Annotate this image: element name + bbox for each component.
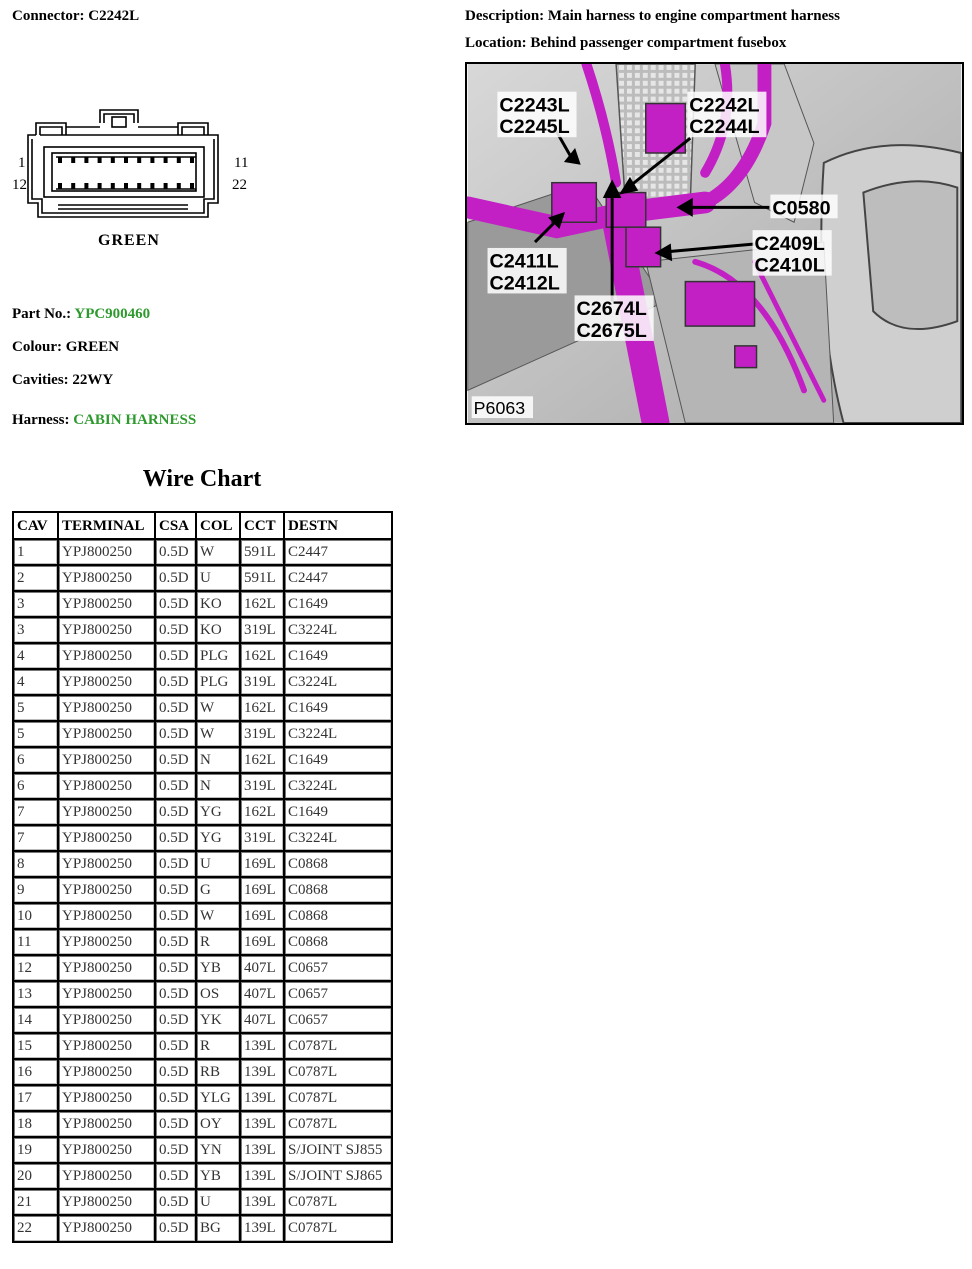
table-row xyxy=(14,670,391,696)
pin-label-12: 12 xyxy=(12,177,27,193)
cell-cct: 139L xyxy=(241,1164,285,1190)
cell-col: N xyxy=(197,748,241,774)
cell-csa: 0.5D xyxy=(156,722,197,748)
cell-col: YG xyxy=(197,800,241,826)
cell-col: U xyxy=(197,566,241,592)
cell-cct: 407L xyxy=(241,1008,285,1034)
connector-location xyxy=(465,35,786,52)
cell-col: YB xyxy=(197,956,241,982)
cell-terminal: YPJ800250 xyxy=(59,1086,156,1112)
cell-destn: C3224L xyxy=(285,618,391,644)
table-row xyxy=(14,1008,391,1034)
cell-cav: 19 xyxy=(14,1138,59,1164)
cell-terminal: YPJ800250 xyxy=(59,1112,156,1138)
cell-cav: 21 xyxy=(14,1190,59,1216)
cell-destn: C0657 xyxy=(285,956,391,982)
cell-csa: 0.5D xyxy=(156,800,197,826)
harness-info xyxy=(12,412,196,429)
cell-col: U xyxy=(197,852,241,878)
cell-cct: 139L xyxy=(241,1112,285,1138)
cell-cav: 14 xyxy=(14,1008,59,1034)
pin-cavity xyxy=(111,183,115,189)
table-row xyxy=(14,852,391,878)
pin-cavity xyxy=(190,157,194,163)
cell-csa: 0.5D xyxy=(156,956,197,982)
cell-csa: 0.5D xyxy=(156,826,197,852)
photo-label-c2245l: C2245L xyxy=(499,116,570,139)
cell-terminal: YPJ800250 xyxy=(59,956,156,982)
cell-destn: C1649 xyxy=(285,748,391,774)
cell-cct: 162L xyxy=(241,748,285,774)
cell-col: OY xyxy=(197,1112,241,1138)
cell-col: R xyxy=(197,930,241,956)
cell-destn: C0787L xyxy=(285,1034,391,1060)
table-row xyxy=(14,644,391,670)
cell-terminal: YPJ800250 xyxy=(59,1164,156,1190)
cell-csa: 0.5D xyxy=(156,644,197,670)
pin-cavity xyxy=(71,183,75,189)
part-number xyxy=(12,306,150,323)
cell-cav: 5 xyxy=(14,722,59,748)
pin-cavity xyxy=(164,183,168,189)
cell-col: W xyxy=(197,540,241,566)
cell-col: YN xyxy=(197,1138,241,1164)
cell-terminal: YPJ800250 xyxy=(59,852,156,878)
cell-col: YG xyxy=(197,826,241,852)
cell-cav: 13 xyxy=(14,982,59,1008)
cell-destn: C1649 xyxy=(285,592,391,618)
cell-csa: 0.5D xyxy=(156,1138,197,1164)
table-row xyxy=(14,826,391,852)
cell-cct: 162L xyxy=(241,800,285,826)
pin-cavity xyxy=(137,183,141,189)
connector-label: Connector: xyxy=(12,8,85,24)
cavities-value: 22WY xyxy=(72,372,114,388)
cell-cav: 15 xyxy=(14,1034,59,1060)
cell-csa: 0.5D xyxy=(156,696,197,722)
cell-terminal: YPJ800250 xyxy=(59,618,156,644)
cell-cct: 162L xyxy=(241,696,285,722)
table-row xyxy=(14,904,391,930)
cell-csa: 0.5D xyxy=(156,1060,197,1086)
harness-label: Harness: xyxy=(12,412,70,428)
cell-csa: 0.5D xyxy=(156,774,197,800)
photo-label-c2244l: C2244L xyxy=(689,116,760,139)
table-row xyxy=(14,748,391,774)
pin-cavity xyxy=(124,183,128,189)
cell-csa: 0.5D xyxy=(156,1190,197,1216)
cell-csa: 0.5D xyxy=(156,930,197,956)
col-header-csa: CSA xyxy=(156,513,197,540)
table-row xyxy=(14,982,391,1008)
wire-chart-title: Wire Chart xyxy=(142,466,262,492)
pin-cavity xyxy=(177,157,181,163)
cell-col: PLG xyxy=(197,670,241,696)
cell-col: BG xyxy=(197,1216,241,1241)
part-no-label: Part No.: xyxy=(12,306,72,322)
cell-csa: 0.5D xyxy=(156,1034,197,1060)
cell-terminal: YPJ800250 xyxy=(59,800,156,826)
description-label: Description: xyxy=(465,8,545,24)
cell-terminal: YPJ800250 xyxy=(59,1008,156,1034)
cell-cav: 11 xyxy=(14,930,59,956)
cell-destn: C2447 xyxy=(285,566,391,592)
table-row xyxy=(14,930,391,956)
pin-cavity xyxy=(84,183,88,189)
cell-cav: 5 xyxy=(14,696,59,722)
cell-terminal: YPJ800250 xyxy=(59,540,156,566)
cell-cct: 319L xyxy=(241,722,285,748)
cell-destn: C0787L xyxy=(285,1190,391,1216)
cell-col: PLG xyxy=(197,644,241,670)
wire-chart xyxy=(12,511,393,1243)
cell-cct: 162L xyxy=(241,592,285,618)
cell-csa: 0.5D xyxy=(156,878,197,904)
cell-col: KO xyxy=(197,618,241,644)
table-row xyxy=(14,1060,391,1086)
col-header-terminal: TERMINAL xyxy=(59,513,156,540)
cell-destn: C3224L xyxy=(285,670,391,696)
cell-destn: C0868 xyxy=(285,878,391,904)
cell-terminal: YPJ800250 xyxy=(59,1138,156,1164)
col-header-cav: CAV xyxy=(14,513,59,540)
cell-csa: 0.5D xyxy=(156,670,197,696)
cell-cct: 139L xyxy=(241,1086,285,1112)
cell-cct: 139L xyxy=(241,1216,285,1241)
table-row xyxy=(14,1216,391,1241)
pin-cavity xyxy=(190,183,194,189)
cell-terminal: YPJ800250 xyxy=(59,1060,156,1086)
cell-terminal: YPJ800250 xyxy=(59,696,156,722)
cell-csa: 0.5D xyxy=(156,618,197,644)
wire-chart-header-row xyxy=(14,513,391,540)
cell-cct: 169L xyxy=(241,930,285,956)
photo-label-c2242l: C2242L xyxy=(689,94,760,117)
connector-description xyxy=(465,8,840,25)
connector-title xyxy=(12,8,139,25)
cell-csa: 0.5D xyxy=(156,1008,197,1034)
cell-destn: C1649 xyxy=(285,800,391,826)
cell-terminal: YPJ800250 xyxy=(59,1216,156,1241)
cell-cct: 319L xyxy=(241,670,285,696)
cell-destn: C3224L xyxy=(285,826,391,852)
cell-csa: 0.5D xyxy=(156,748,197,774)
table-row xyxy=(14,1164,391,1190)
pin-cavity xyxy=(58,183,62,189)
cell-cct: 162L xyxy=(241,644,285,670)
cell-destn: C0868 xyxy=(285,904,391,930)
cell-destn: C1649 xyxy=(285,696,391,722)
photo-label-c0580: C0580 xyxy=(772,197,831,220)
connector-colour xyxy=(12,339,119,356)
cell-cav: 10 xyxy=(14,904,59,930)
photo-label-c2675l: C2675L xyxy=(576,319,647,342)
cell-destn: C0868 xyxy=(285,930,391,956)
cell-cav: 4 xyxy=(14,670,59,696)
cell-csa: 0.5D xyxy=(156,1164,197,1190)
pin-cavity xyxy=(98,183,102,189)
cell-cav: 7 xyxy=(14,800,59,826)
cell-cct: 139L xyxy=(241,1190,285,1216)
cell-cav: 12 xyxy=(14,956,59,982)
cell-terminal: YPJ800250 xyxy=(59,774,156,800)
cell-col: KO xyxy=(197,592,241,618)
cell-cav: 3 xyxy=(14,618,59,644)
pin-cavity xyxy=(137,157,141,163)
cell-cav: 6 xyxy=(14,748,59,774)
table-row xyxy=(14,566,391,592)
cell-cct: 169L xyxy=(241,878,285,904)
table-row xyxy=(14,1190,391,1216)
cell-csa: 0.5D xyxy=(156,1112,197,1138)
table-row xyxy=(14,774,391,800)
connector-id: C2242L xyxy=(88,8,140,24)
connector-colour-label: GREEN xyxy=(98,232,160,249)
col-header-col: COL xyxy=(197,513,241,540)
cell-destn: C1649 xyxy=(285,644,391,670)
cell-cav: 4 xyxy=(14,644,59,670)
cell-destn: C3224L xyxy=(285,774,391,800)
cell-destn: S/JOINT SJ865 xyxy=(285,1164,391,1190)
photo-reference: P6063 xyxy=(473,398,526,419)
cell-cav: 7 xyxy=(14,826,59,852)
wire-chart-table xyxy=(12,511,393,1243)
photo-label-c2412l: C2412L xyxy=(489,272,560,295)
cell-cct: 407L xyxy=(241,956,285,982)
part-no-link[interactable]: YPC900460 xyxy=(74,306,151,322)
photo-label-c2411l: C2411L xyxy=(489,250,559,273)
description-text: Main harness to engine compartment harness xyxy=(547,8,840,24)
cell-csa: 0.5D xyxy=(156,904,197,930)
pin-cavity xyxy=(124,157,128,163)
table-row xyxy=(14,540,391,566)
cell-terminal: YPJ800250 xyxy=(59,930,156,956)
cell-col: YLG xyxy=(197,1086,241,1112)
cell-cav: 1 xyxy=(14,540,59,566)
cell-cav: 20 xyxy=(14,1164,59,1190)
cell-terminal: YPJ800250 xyxy=(59,592,156,618)
cell-cct: 139L xyxy=(241,1138,285,1164)
photo-label-c2674l: C2674L xyxy=(576,298,647,321)
location-label: Location: xyxy=(465,35,527,51)
cell-cct: 319L xyxy=(241,774,285,800)
cell-terminal: YPJ800250 xyxy=(59,644,156,670)
col-header-cct: CCT xyxy=(241,513,285,540)
cell-csa: 0.5D xyxy=(156,1086,197,1112)
cell-cct: 139L xyxy=(241,1034,285,1060)
cell-destn: C0787L xyxy=(285,1086,391,1112)
table-row xyxy=(14,592,391,618)
cell-cct: 591L xyxy=(241,566,285,592)
cell-csa: 0.5D xyxy=(156,540,197,566)
cell-col: G xyxy=(197,878,241,904)
connector-location-illustration xyxy=(465,62,964,425)
cavities-label: Cavities: xyxy=(12,372,69,388)
cell-terminal: YPJ800250 xyxy=(59,878,156,904)
cell-csa: 0.5D xyxy=(156,982,197,1008)
table-row xyxy=(14,878,391,904)
cell-col: W xyxy=(197,696,241,722)
cell-terminal: YPJ800250 xyxy=(59,748,156,774)
cell-cav: 16 xyxy=(14,1060,59,1086)
cell-cav: 17 xyxy=(14,1086,59,1112)
pin-label-22: 22 xyxy=(232,177,247,193)
cell-terminal: YPJ800250 xyxy=(59,982,156,1008)
col-header-destn: DESTN xyxy=(285,513,391,540)
pin-cavity xyxy=(58,157,62,163)
cell-cav: 6 xyxy=(14,774,59,800)
cell-cav: 8 xyxy=(14,852,59,878)
table-row xyxy=(14,1138,391,1164)
pin-cavity xyxy=(98,157,102,163)
cell-destn: C0787L xyxy=(285,1216,391,1241)
cell-cav: 3 xyxy=(14,592,59,618)
pin-cavity xyxy=(71,157,75,163)
pin-cavity xyxy=(164,157,168,163)
location-text: Behind passenger compartment fusebox xyxy=(530,35,787,51)
cell-destn: C0787L xyxy=(285,1112,391,1138)
cell-terminal: YPJ800250 xyxy=(59,904,156,930)
cell-cct: 407L xyxy=(241,982,285,1008)
cell-cct: 319L xyxy=(241,826,285,852)
cell-destn: C2447 xyxy=(285,540,391,566)
cell-destn: C0657 xyxy=(285,982,391,1008)
cell-cct: 169L xyxy=(241,852,285,878)
table-row xyxy=(14,618,391,644)
cell-terminal: YPJ800250 xyxy=(59,1190,156,1216)
table-row xyxy=(14,956,391,982)
cell-csa: 0.5D xyxy=(156,852,197,878)
cell-terminal: YPJ800250 xyxy=(59,566,156,592)
cell-col: RB xyxy=(197,1060,241,1086)
pin-cavity xyxy=(150,183,154,189)
cell-cct: 591L xyxy=(241,540,285,566)
cell-terminal: YPJ800250 xyxy=(59,1034,156,1060)
cell-terminal: YPJ800250 xyxy=(59,826,156,852)
pin-label-11: 11 xyxy=(234,155,249,171)
cell-col: OS xyxy=(197,982,241,1008)
photo-label-c2409l: C2409L xyxy=(754,232,825,255)
cell-destn: C0787L xyxy=(285,1060,391,1086)
cell-cav: 2 xyxy=(14,566,59,592)
cell-terminal: YPJ800250 xyxy=(59,722,156,748)
cell-cct: 169L xyxy=(241,904,285,930)
table-row xyxy=(14,800,391,826)
cell-cct: 139L xyxy=(241,1060,285,1086)
cell-col: W xyxy=(197,904,241,930)
cell-destn: S/JOINT SJ855 xyxy=(285,1138,391,1164)
cell-terminal: YPJ800250 xyxy=(59,670,156,696)
cell-destn: C0657 xyxy=(285,1008,391,1034)
pin-label-1: 1 xyxy=(18,155,26,171)
cell-cav: 18 xyxy=(14,1112,59,1138)
cell-col: N xyxy=(197,774,241,800)
cell-col: R xyxy=(197,1034,241,1060)
table-row xyxy=(14,1086,391,1112)
photo-label-c2243l: C2243L xyxy=(499,94,570,117)
cell-csa: 0.5D xyxy=(156,566,197,592)
cell-csa: 0.5D xyxy=(156,592,197,618)
connector-cavities xyxy=(12,372,113,389)
pin-cavity xyxy=(84,157,88,163)
table-row xyxy=(14,722,391,748)
pin-cavity xyxy=(111,157,115,163)
cell-destn: C0868 xyxy=(285,852,391,878)
pin-cavity xyxy=(150,157,154,163)
cell-destn: C3224L xyxy=(285,722,391,748)
table-row xyxy=(14,1112,391,1138)
cell-cct: 319L xyxy=(241,618,285,644)
photo-label-c2410l: C2410L xyxy=(754,254,825,277)
colour-label: Colour: xyxy=(12,339,62,355)
cell-col: YB xyxy=(197,1164,241,1190)
cell-col: U xyxy=(197,1190,241,1216)
cell-cav: 9 xyxy=(14,878,59,904)
table-row xyxy=(14,1034,391,1060)
harness-link[interactable]: CABIN HARNESS xyxy=(73,412,197,428)
colour-value: GREEN xyxy=(65,339,120,355)
cell-col: W xyxy=(197,722,241,748)
connector-pin-diagram xyxy=(8,105,258,255)
cell-cav: 22 xyxy=(14,1216,59,1241)
cell-csa: 0.5D xyxy=(156,1216,197,1241)
cell-col: YK xyxy=(197,1008,241,1034)
pin-cavity xyxy=(177,183,181,189)
table-row xyxy=(14,696,391,722)
